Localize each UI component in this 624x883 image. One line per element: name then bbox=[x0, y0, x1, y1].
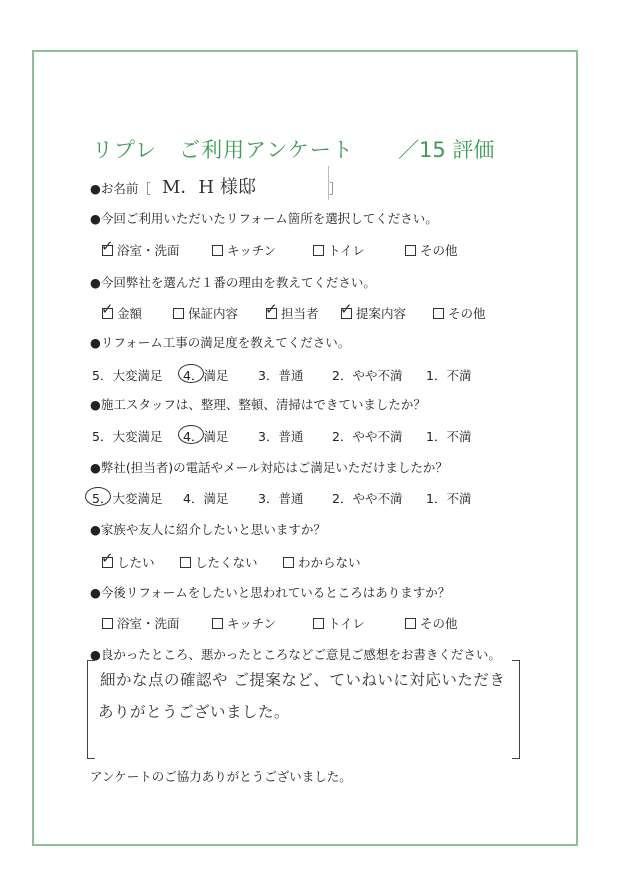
q3-option-3[interactable]: 3．普通 bbox=[258, 368, 304, 383]
q6-option-unsure[interactable]: わからない bbox=[283, 553, 361, 571]
q7-option-bath[interactable]: 浴室・洗面 bbox=[102, 614, 180, 632]
checkbox[interactable] bbox=[265, 300, 278, 319]
checkbox[interactable] bbox=[102, 618, 113, 629]
q6-option-no[interactable]: したくない bbox=[180, 553, 258, 571]
checkbox[interactable] bbox=[405, 245, 416, 256]
checkbox[interactable] bbox=[313, 618, 324, 629]
checkbox[interactable] bbox=[173, 308, 184, 319]
checkbox[interactable] bbox=[101, 549, 114, 568]
check-icon: ✓ bbox=[101, 237, 114, 255]
q2-option-price[interactable]: ✓ 金額 bbox=[101, 300, 143, 321]
comment-line-2: ありがとうございました。 bbox=[98, 703, 291, 721]
q2-option-staff[interactable]: ✓ 担当者 bbox=[265, 300, 319, 321]
question-6: ●家族や友人に紹介したいと思いますか？ bbox=[90, 522, 326, 537]
evaluation-score: ／15 評価 bbox=[398, 138, 495, 162]
checkbox[interactable] bbox=[212, 245, 223, 256]
question-7: ●今後リフォームをしたいと思われているところはありますか？ bbox=[90, 585, 451, 600]
q4-option-5[interactable]: 5．大変満足 bbox=[92, 429, 163, 444]
q7-option-other[interactable]: その他 bbox=[405, 614, 458, 632]
checkbox[interactable] bbox=[101, 300, 114, 319]
q3-option-1[interactable]: 1．不満 bbox=[426, 368, 472, 383]
checkbox[interactable] bbox=[283, 557, 294, 568]
q1-option-bath[interactable]: ✓ 浴室・洗面 bbox=[101, 237, 180, 258]
q7-option-toilet[interactable]: トイレ bbox=[313, 614, 365, 632]
q5-option-1[interactable]: 1．不満 bbox=[426, 491, 472, 506]
checkbox[interactable] bbox=[340, 300, 353, 319]
check-icon: ✓ bbox=[265, 300, 278, 318]
q3-selection-circle bbox=[178, 364, 204, 383]
q2-option-other[interactable]: その他 bbox=[433, 304, 486, 322]
checkbox[interactable] bbox=[180, 557, 191, 568]
q2-option-proposal[interactable]: ✓ 提案内容 bbox=[340, 300, 407, 321]
comment-line-1: 細かな点の確認や ご提案など、ていねいに対応いただき bbox=[100, 671, 506, 689]
q4-option-3[interactable]: 3．普通 bbox=[258, 429, 304, 444]
q6-option-yes[interactable]: ✓ したい bbox=[101, 549, 155, 570]
q5-option-5[interactable]: 5．大変満足 bbox=[92, 491, 163, 506]
q4-option-1[interactable]: 1．不満 bbox=[426, 429, 472, 444]
q1-option-kitchen[interactable]: キッチン bbox=[212, 241, 276, 259]
survey-title: リプレ ご利用アンケート bbox=[92, 138, 354, 162]
check-icon: ✓ bbox=[101, 549, 114, 567]
name-label: ●お名前［ bbox=[90, 181, 151, 196]
q5-option-2[interactable]: 2．やや不満 bbox=[332, 491, 403, 506]
bracket-corner bbox=[87, 758, 95, 759]
name-close: ］ bbox=[329, 181, 342, 196]
question-8: ●良かったところ、悪かったところなどご意見ご感想をお書きください。 bbox=[90, 647, 501, 662]
checkbox[interactable] bbox=[212, 618, 223, 629]
name-value: M．H 様邸 bbox=[162, 177, 256, 198]
question-3: ●リフォーム工事の満足度を教えてください。 bbox=[90, 335, 351, 350]
checkbox[interactable] bbox=[433, 308, 444, 319]
q4-option-2[interactable]: 2．やや不満 bbox=[332, 429, 403, 444]
q5-selection-circle bbox=[85, 487, 111, 506]
q1-option-other[interactable]: その他 bbox=[405, 241, 458, 259]
bracket-corner bbox=[512, 660, 520, 661]
question-5: ●弊社(担当者)の電話やメール対応はご満足いただけましたか？ bbox=[90, 460, 448, 475]
q1-option-toilet[interactable]: トイレ bbox=[313, 241, 365, 259]
q4-option-4[interactable]: 4．満足 bbox=[183, 429, 229, 444]
check-icon: ✓ bbox=[101, 300, 114, 318]
checkbox[interactable] bbox=[313, 245, 324, 256]
bracket-corner bbox=[512, 758, 520, 759]
checkbox[interactable] bbox=[101, 237, 114, 256]
question-1: ●今回ご利用いただいたリフォーム箇所を選択してください。 bbox=[90, 211, 438, 226]
q3-option-4[interactable]: 4．満足 bbox=[183, 368, 229, 383]
check-icon: ✓ bbox=[340, 300, 353, 318]
footer-thanks: アンケートのご協力ありがとうございました。 bbox=[90, 769, 352, 784]
q5-option-4[interactable]: 4．満足 bbox=[183, 491, 229, 506]
bracket-corner bbox=[87, 660, 95, 661]
checkbox[interactable] bbox=[405, 618, 416, 629]
q5-option-3[interactable]: 3．普通 bbox=[258, 491, 304, 506]
q7-option-kitchen[interactable]: キッチン bbox=[212, 614, 276, 632]
q2-option-warranty[interactable]: 保証内容 bbox=[173, 304, 238, 322]
question-4: ●施工スタッフは、整理、整頓、清掃はできていましたか？ bbox=[90, 397, 426, 412]
q4-selection-circle bbox=[178, 425, 204, 444]
q3-option-5[interactable]: 5．大変満足 bbox=[92, 368, 163, 383]
question-2: ●今回弊社を選んだ１番の理由を教えてください。 bbox=[90, 275, 376, 290]
q3-option-2[interactable]: 2．やや不満 bbox=[332, 368, 403, 383]
